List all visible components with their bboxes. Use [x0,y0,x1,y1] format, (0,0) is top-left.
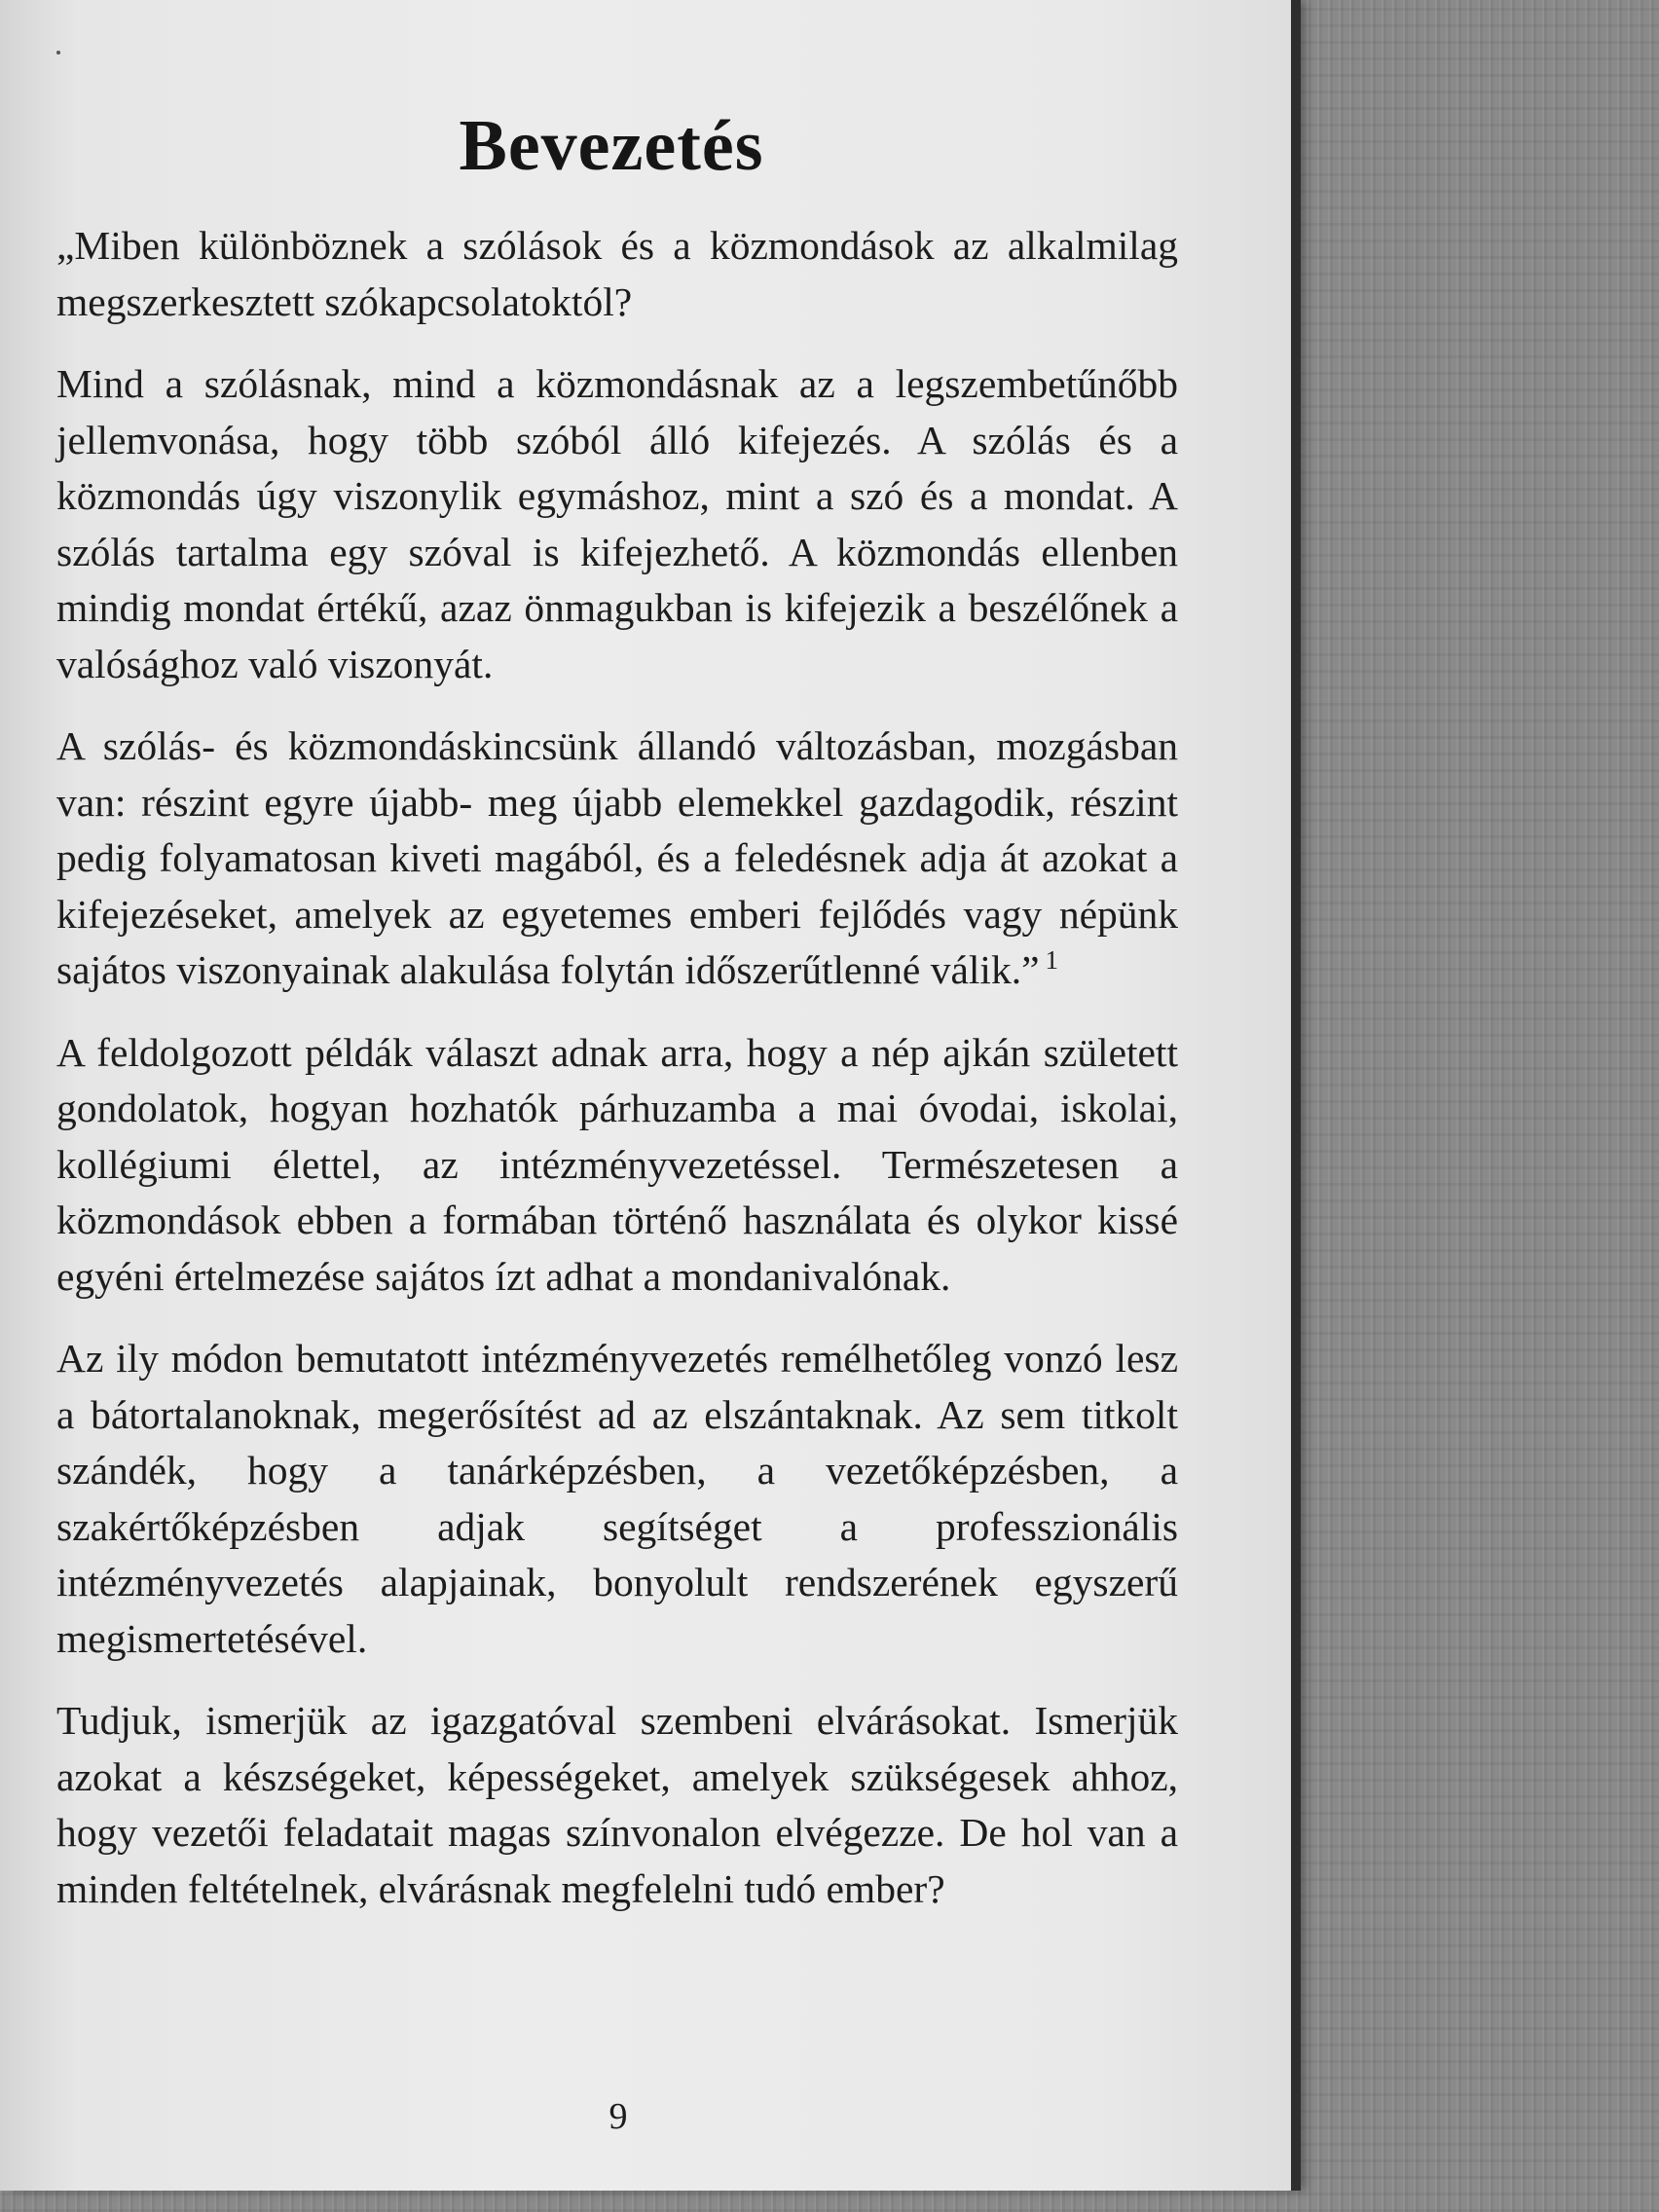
paragraph-6: Tudjuk, ismerjük az igazgatóval szembeni elvárásokat. Ismerjük azokat a készségeket, képességeket, amelyek szükségesek ahhoz, hogy vezetői feladatait magas színvonalon elvégezze. De hol van a minden feltételnek, elvárásnak megfelelni tudó ember? [56,1698,1178,1911]
page-title: Bevezetés [459,106,764,186]
paragraph-4: A feldolgozott példák választ adnak arra, hogy a nép ajkán született gondolatok, hogyan hozhatók párhuzamba a mai óvodai, iskolai, kollégiumi élettel, az intézményvezetéssel. Természetesen a közmondások ebben a formában történő használata és olykor kissé egyéni értelmezése sajátos ízt adhat a mondanivalónak. [56,1029,1178,1299]
paragraph-3-text: A szólás- és közmondáskincsünk állandó változásban, mozgásban van: részint egyre újabb- meg újabb elemekkel gazdagodik, részint pedig folyamatosan kiveti magából, és a feledésnek adja át azokat a kifejezéseket, amelyek az egyetemes emberi fejlődés vagy népünk sajátos viszonyainak alakulása folytán időszerűtlenné válik.” [56,723,1178,992]
page-edge [1291,0,1301,2191]
paragraph-1: „Miben különböznek a szólások és a közmondások az alkalmilag megszerkesztett szókapcsolatoktól? [56,223,1178,324]
body-text [56,218,1178,1943]
paragraph-3 [56,719,1178,999]
paragraph-2: Mind a szólásnak, mind a közmondásnak az a legszembetűnőbb jellemvonása, hogy több szóból álló kifejezés. A szólás és a közmondás úgy viszonylik egymáshoz, mint a szó és a mondat. A szólás tartalma egy szóval is kifejezhető. A közmondás ellenben mindig mondat értékű, azaz önmagukban is kifejezik a beszélőnek a valósághoz való viszonyát. [56,361,1178,686]
paper-speck [56,51,60,55]
footnote-reference: 1 [1045,945,1058,976]
page-number: 9 [608,2096,628,2137]
paragraph-5: Az ily módon bemutatott intézményvezetés remélhetőleg vonzó lesz a bátortalanoknak, megerősítést ad az elszántaknak. Az sem titkolt szándék, hogy a tanárképzésben, a vezetőképzésben, a szakértőképzésben adjak segítséget a professzionális intézményvezetés alapjainak, bonyolult rendszerének egyszerű megismertetésével. [56,1336,1178,1661]
